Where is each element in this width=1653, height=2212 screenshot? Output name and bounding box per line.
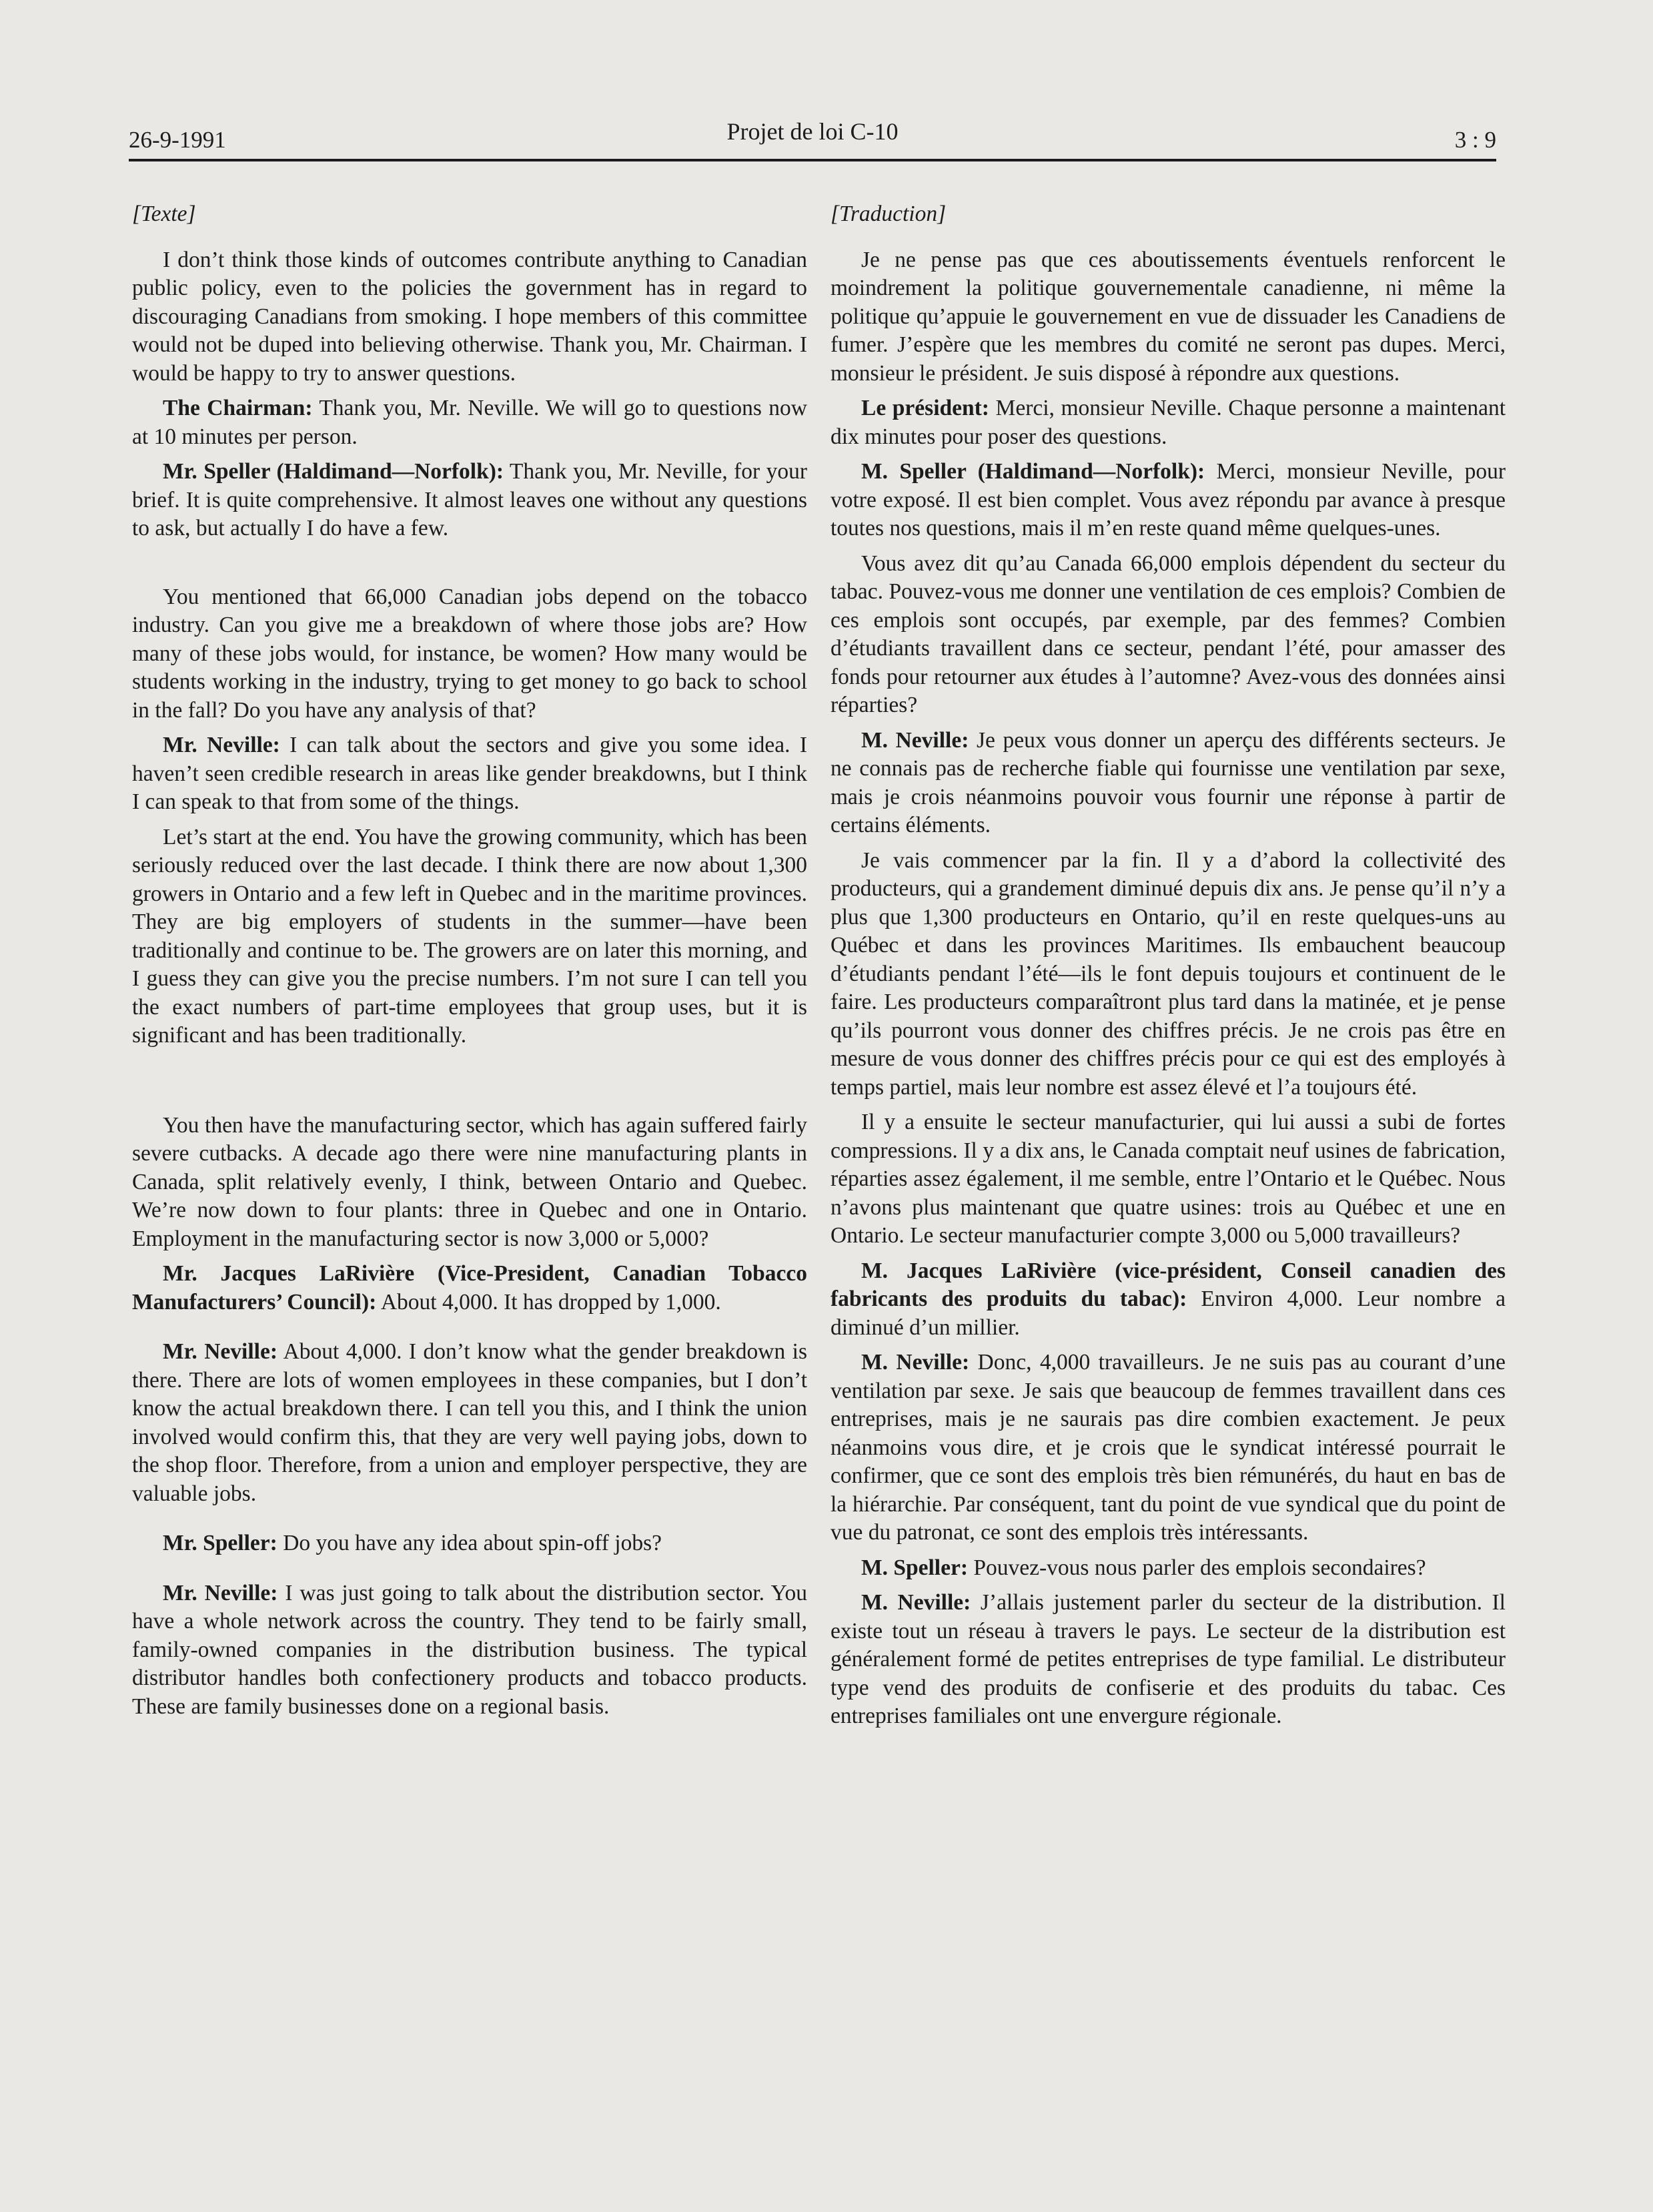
- paragraph-text: I don’t think those kinds of outcomes contribute anything to Canadian public policy, even to the policies the government has in regard to discouraging Canadians from smoking. I hope members of this committee would not be duped into believing otherwise. Thank you, Mr. Chairman. I would be happy to try to answer questions.: [132, 247, 807, 386]
- paragraph: [132, 394, 807, 451]
- paragraph-text: About 4,000. I don’t know what the gender breakdown is there. There are lots of women employees in these companies, but I don’t know the actual breakdown there. I can tell you this, and I think the union involved would confirm this, that they are very well paying jobs, down to the shop floor. Therefore, from a union and employer perspective, they are valuable jobs.: [132, 1339, 808, 1506]
- speaker-name: M. Jacques LaRivière (vice-président, Conseil canadien des fabricants des produits du tabac):: [831, 1258, 1506, 1311]
- paragraph-text: Je peux vous donner un aperçu des différents secteurs. Je ne connais pas de recherche fiable qui fournisse une ventilation par sexe, mais je crois néanmoins pouvoir vous fournir une réponse à partir de certains éléments.: [831, 727, 1506, 837]
- paragraph: [132, 823, 807, 1050]
- paragraph-text: Thank you, Mr. Neville. We will go to questions now at 10 minutes per person.: [132, 396, 807, 449]
- english-column: [132, 200, 807, 1728]
- paragraph: [831, 246, 1506, 388]
- speaker-name: Mr. Neville:: [163, 1580, 278, 1605]
- speaker-name: Mr. Neville:: [163, 733, 280, 757]
- header-title: Projet de loi C-10: [726, 118, 899, 145]
- paragraph-text: J’allais justement parler du secteur de la distribution. Il existe tout un réseau à travers le pays. Le secteur de la distribution est généralement formé de petites entreprises de type familial. Le distributeur type vend des produits de confiserie et des produits du tabac. Ces entreprises familiales ont une envergure régionale.: [831, 1590, 1506, 1728]
- paragraph: [132, 1112, 807, 1254]
- language-label: [Texte]: [132, 202, 196, 226]
- paragraph-text: Merci, monsieur Neville, pour votre exposé. Il est bien complet. Vous avez répondu par avance à presque toutes nos questions, mais il m’en reste quand même quelques-unes.: [831, 459, 1506, 540]
- paragraph-text: Thank you, Mr. Neville, for your brief. It is quite comprehensive. It almost leaves one without any questions to ask, but actually I do have a few.: [132, 459, 807, 540]
- paragraph: [831, 458, 1506, 543]
- paragraph-text: Pouvez-vous nous parler des emplois secondaires?: [973, 1555, 1426, 1580]
- speaker-name: Mr. Neville:: [163, 1339, 278, 1364]
- paragraph: [132, 731, 807, 817]
- paragraph: [132, 1529, 807, 1558]
- paragraph: [132, 246, 807, 388]
- speaker-name: Mr. Speller:: [163, 1531, 278, 1555]
- speaker-name: M. Neville:: [861, 727, 969, 753]
- paragraph-text: Il y a ensuite le secteur manufacturier, qui lui aussi a subi de fortes compressions. Il y a dix ans, le Canada comptait neuf usines de fabrication, réparties assez également, il me semble, entre l’Ontario et le Québec. Nous n’avons plus maintenant que quatre usines: trois au Québec et une en Ontario. Le secteur manufacturier compte 3,000 ou 5,000 travailleurs?: [831, 1110, 1506, 1248]
- paragraph-text: Vous avez dit qu’au Canada 66,000 emplois dépendent du secteur du tabac. Pouvez-vous me donner une ventilation de ces emplois? Combien de ces emplois sont occupés, par exemple, par des femmes? Combien d’étudiants travaillent dans ce secteur, pendant l’été, pour amasser des fonds pour retourner aux études à l’automne? Avez-vous des données ainsi réparties?: [831, 550, 1506, 717]
- paragraph-text: Merci, monsieur Neville. Chaque personne a maintenant dix minutes pour poser des questions.: [831, 396, 1506, 449]
- speaker-name: Mr. Jacques LaRivière (Vice-President, Canadian Tobacco Manufacturers’ Council):: [132, 1261, 807, 1315]
- speaker-name: M. Speller (Haldimand—Norfolk):: [861, 459, 1205, 484]
- paragraph-text: I was just going to talk about the distribution sector. You have a whole network across the country. They tend to be fairly small, family-owned companies in the distribution business. The typical distributor handles both confectionery products and tobacco products. These are family businesses done on a regional basis.: [132, 1580, 808, 1719]
- paragraph-text: Let’s start at the end. You have the growing community, which has been seriously reduced over the last decade. I think there are now about 1,300 growers in Ontario and a few left in Quebec and in the maritime provinces. They are big employers of students in the summer—have been traditionally and continue to be. The growers are on later this morning, and I guess they can give you the precise numbers. I’m not sure I can tell you the exact numbers of part-time employees that group uses, but it is significant and has been traditionally.: [132, 824, 807, 1048]
- paragraph: [831, 1554, 1506, 1583]
- paragraph: [132, 1579, 807, 1722]
- paragraph: [132, 1260, 807, 1317]
- language-label: [Traduction]: [831, 202, 947, 226]
- header-date: 26-9-1991: [129, 127, 226, 153]
- paragraph: [132, 1338, 807, 1508]
- paragraph: [831, 1257, 1506, 1343]
- paragraph: [831, 550, 1506, 720]
- paragraph: [831, 1349, 1506, 1547]
- speaker-name: M. Neville:: [861, 1590, 971, 1615]
- speaker-name: M. Neville:: [861, 1350, 970, 1375]
- paragraph-text: Do you have any idea about spin-off jobs?: [283, 1531, 662, 1555]
- speaker-name: The Chairman:: [163, 396, 313, 420]
- paragraph: [831, 847, 1506, 1102]
- paragraph-text: I can talk about the sectors and give you some idea. I haven’t seen credible research in areas like gender breakdowns, but I think I can speak to that from some of the things.: [132, 733, 807, 814]
- paragraph-text: You then have the manufacturing sector, which has again suffered fairly severe cutbacks. A decade ago there were nine manufacturing plants in Canada, split relatively evenly, I think, between Ontario and Quebec. We’re now down to four plants: three in Quebec and one in Ontario. Employment in the manufacturing sector is now 3,000 or 5,000?: [132, 1112, 807, 1251]
- paragraph: [831, 1589, 1506, 1731]
- paragraph-text: About 4,000. It has dropped by 1,000.: [380, 1289, 721, 1315]
- paragraph-text: You mentioned that 66,000 Canadian jobs depend on the tobacco industry. Can you give me a breakdown of where those jobs are? How many of these jobs would, for instance, be women? How many would be students working in the industry, trying to get money to go back to school in the fall? Do you have any analysis of that?: [132, 584, 807, 723]
- header-rule: [129, 159, 1496, 161]
- header-page-number: 3 : 9: [1454, 127, 1496, 153]
- page-header: [129, 112, 1496, 156]
- paragraph: [132, 583, 807, 725]
- paragraph: [831, 1108, 1506, 1250]
- speaker-name: Mr. Speller (Haldimand—Norfolk):: [163, 459, 504, 484]
- paragraph: [831, 727, 1506, 840]
- paragraph-text: Donc, 4,000 travailleurs. Je ne suis pas au courant d’une ventilation par sexe. Je sais que beaucoup de femmes travaillent dans ces entreprises, mais je ne saurais pas dire combien exactement. Je peux néanmoins vous dire, et je crois que le syndicat intéressé pourrait le confirmer, que ce sont des emplois très bien rémunérés, du haut en bas de la hiérarchie. Par conséquent, tant du point de vue syndical que du point de vue du patronat, ce sont des emplois très intéressants.: [831, 1350, 1506, 1545]
- french-column: [831, 200, 1506, 1738]
- paragraph-text: Je vais commencer par la fin. Il y a d’abord la collectivité des producteurs, qui a grandement diminué depuis dix ans. Je pense qu’il n’y a plus que 1,300 producteurs en Ontario, qu’il en reste quelques-uns au Québec et dans les provinces Maritimes. Ils embauchent beaucoup d’étudiants pendant l’été—ils le font depuis toujours et continuent de le faire. Les producteurs comparaîtront plus tard dans la matinée, et je pense qu’ils pourront vous donner des chiffres précis. Je ne crois pas être en mesure de vous donner des chiffres précis pour ce qui est des employés à temps partiel, mais leur nombre est assez élevé et l’a toujours été.: [831, 847, 1506, 1100]
- speaker-name: Le président:: [861, 396, 989, 420]
- paragraph: [831, 394, 1506, 451]
- paragraph: [132, 458, 807, 543]
- speaker-name: M. Speller:: [861, 1555, 969, 1580]
- paragraph-text: Je ne pense pas que ces aboutissements éventuels renforcent le moindrement la politique gouvernementale canadienne, ni même la politique qu’appuie le gouvernement en vue de dissuader les Canadiens de fumer. J’espère que les membres du comité ne seront pas dupes. Merci, monsieur le président. Je suis disposé à répondre aux questions.: [831, 247, 1506, 386]
- paragraph-text: Environ 4,000. Leur nombre a diminué d’un millier.: [831, 1286, 1506, 1340]
